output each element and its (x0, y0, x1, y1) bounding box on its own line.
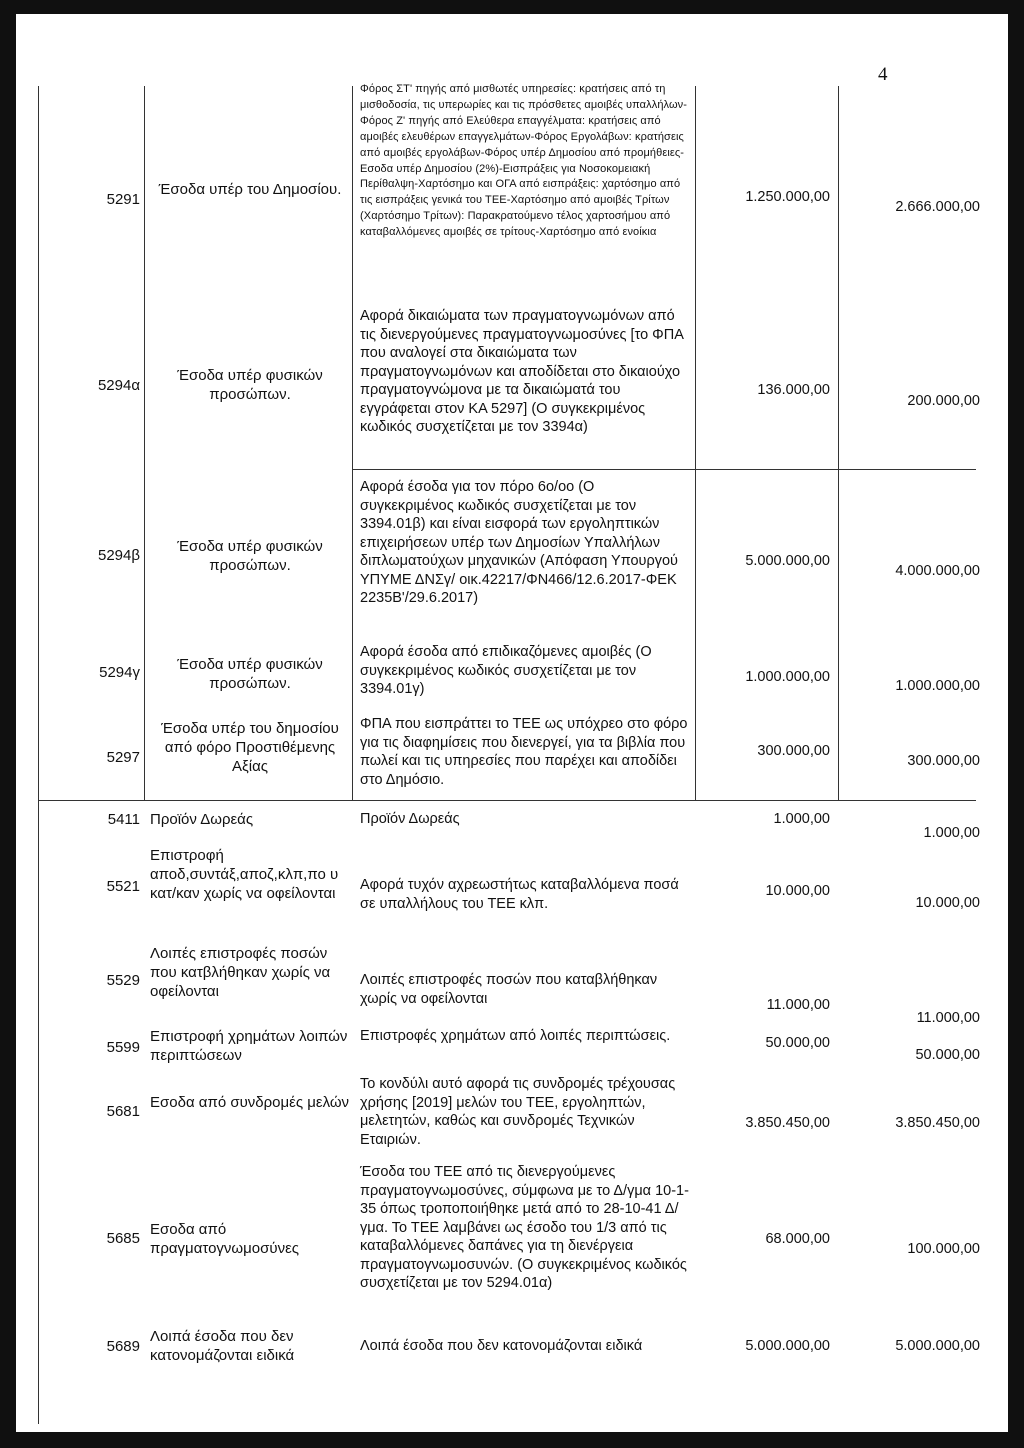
row-code: 5291 (106, 191, 140, 208)
row-title: Έσοδα υπέρ του Δημοσίου. (158, 181, 342, 198)
row-amount-2: 2.666.000,00 (895, 199, 980, 215)
row-description: Αφορά δικαιώματα των πραγματογνωμόνων από τις διενεργούμενες πραγματογνωμοσύνες [το ΦΠΑ που αναλογεί στα δικαιώματα των πραγματογνωμόνων και αποδίδεται στο δικαιούχο πραγματογνώμονα με τα δικαιώματά του εγγράφεται στον ΚΑ 5297] (Ο συγκεκριμένος κωδικός συσχετίζεται με τον 3394α) (360, 308, 684, 435)
row-code: 5294γ (99, 664, 140, 681)
row-title: Επιστροφή χρημάτων λοιπών περιπτώσεων (150, 1028, 348, 1064)
row-code: 5411 (107, 811, 140, 828)
row-divider (38, 800, 976, 801)
row-title: Λοιπές επιστροφές ποσών που κατβλήθηκαν χωρίς να οφείλονται (150, 945, 331, 1000)
row-title: Λοιπά έσοδα που δεν κατονομάζονται ειδικά (150, 1328, 295, 1364)
row-divider (352, 469, 976, 470)
row-amount-1: 300.000,00 (757, 743, 830, 759)
scan-border-left (0, 0, 16, 1448)
row-amount-2: 50.000,00 (915, 1047, 980, 1063)
row-amount-2: 10.000,00 (915, 895, 980, 911)
row-amount-1: 1.000.000,00 (745, 669, 830, 685)
scan-border-top (0, 0, 1024, 14)
row-amount-2: 200.000,00 (907, 393, 980, 409)
row-code: 5599 (106, 1039, 140, 1056)
row-amount-2: 300.000,00 (907, 753, 980, 769)
row-title: Έσοδα υπέρ του δημοσίου από φόρο Προστιθέμενης Αξίας (161, 720, 339, 775)
row-code: 5294β (98, 547, 140, 564)
table-border-left (38, 86, 39, 1424)
row-amount-2: 1.000,00 (923, 825, 980, 841)
row-description: Λοιπά έσοδα που δεν κατονομάζονται ειδικά (360, 1338, 643, 1354)
row-code: 5294α (97, 377, 140, 394)
row-description: Το κονδύλι αυτό αφορά τις συνδρομές τρέχουσας χρήσης [2019] μελών του ΤΕΕ, εργοληπτών, μελετητών, καθώς και συνδρομές Τεχνικών Εταιριών. (360, 1076, 676, 1148)
row-description: Λοιπές επιστροφές ποσών που καταβλήθηκαν χωρίς να οφείλονται (360, 972, 658, 1007)
row-title: Εσοδα από πραγματογνωμοσύνες (150, 1221, 299, 1257)
row-code: 5521 (106, 878, 140, 895)
row-title: Προϊόν Δωρεάς (150, 811, 254, 828)
row-amount-2: 4.000.000,00 (895, 563, 980, 579)
row-code: 5685 (106, 1230, 140, 1247)
row-description: Επιστροφές χρημάτων από λοιπές περιπτώσεις. (360, 1028, 671, 1044)
row-amount-1: 5.000.000,00 (745, 553, 830, 569)
page-number: 4 (878, 64, 888, 85)
row-title: Έσοδα υπέρ φυσικών προσώπων. (177, 538, 323, 574)
row-description: Αφορά έσοδα από επιδικαζόμενες αμοιβές (Ο συγκεκριμένος κωδικός συσχετίζεται με τον 3394.01γ) (360, 644, 652, 697)
row-amount-2: 5.000.000,00 (895, 1338, 980, 1354)
row-amount-1: 50.000,00 (765, 1035, 830, 1051)
row-title: Έσοδα υπέρ φυσικών προσώπων. (177, 367, 323, 403)
row-amount-2: 100.000,00 (907, 1241, 980, 1257)
table-column-divider (144, 86, 145, 800)
row-title: Επιστροφή αποδ,συντάξ,αποζ,κλπ,πο υ κατ/καν χωρίς να οφείλονται (150, 847, 339, 902)
scan-border-right (1008, 0, 1024, 1448)
row-amount-2: 1.000.000,00 (895, 678, 980, 694)
row-code: 5689 (106, 1338, 140, 1355)
row-amount-1: 10.000,00 (765, 883, 830, 899)
row-description: Προϊόν Δωρεάς (360, 811, 460, 827)
row-amount-1: 136.000,00 (757, 382, 830, 398)
scan-border-bottom (0, 1432, 1024, 1448)
row-amount-1: 3.850.450,00 (745, 1115, 830, 1131)
row-description: Αφορά τυχόν αχρεωστήτως καταβαλλόμενα ποσά σε υπαλλήλους του ΤΕΕ κλπ. (360, 877, 679, 912)
row-code: 5681 (106, 1103, 140, 1120)
row-amount-1: 5.000.000,00 (745, 1338, 830, 1354)
row-description: Φόρος ΣΤ' πηγής από μισθωτές υπηρεσίες: κρατήσεις από τη μισθοδοσία, τις υπερωρίες και τις πρόσθετες αμοιβές υπαλλήλων-Φόρος Ζ' πηγής από Ελεύθερα επαγγέλματα: κρατήσεις από αμοιβές ελευθέρων επαγγελμάτων-Φόρος Εργολάβων: κρατήσεις από αμοιβές εργολάβων-Φόρος υπέρ Δημοσίου από προμήθειες-Εσοδα υπέρ Δημοσίου (2%)-Εισπράξεις για Νοσοκομειακή Περίθαλψη-Χαρτόσημο και ΟΓΑ από εισπράξεις: χαρτόσημο από τις εισπράξεις γενικά του ΤΕΕ-Χαρτόσημο από αμοιβές Τρίτων (Χαρτόσημο Τρίτων): Παρακρατούμενο τέλος χαρτοσήμου από καταβαλλόμενες αμοιβές σε τρίτους-Χαρτόσημο από ενοίκια (360, 83, 688, 239)
row-description: Έσοδα του ΤΕΕ από τις διενεργούμενες πραγματογνωμοσύνες, σύμφωνα με το Δ/γμα 10-1-35 όπως τροποποιήθηκε μετά από το 28-10-41 Δ/γμα. Το ΤΕΕ λαμβάνει ως έσοδο του 1/3 από τις καταβαλλόμενες δαπάνες για τη διενέργεια πραγματογνωμοσυνών. (Ο συγκεκριμένος κωδικός συσχετίζεται με τον 5294.01α) (360, 1164, 689, 1291)
row-amount-2: 11.000,00 (916, 1010, 980, 1026)
row-amount-1: 11.000,00 (766, 997, 830, 1013)
row-code: 5297 (106, 749, 140, 766)
row-code: 5529 (106, 972, 140, 989)
row-amount-1: 1.250.000,00 (745, 189, 830, 205)
row-title: Εσοδα από συνδρομές μελών (150, 1094, 350, 1111)
row-amount-1: 1.000,00 (773, 811, 830, 827)
row-amount-2: 3.850.450,00 (895, 1115, 980, 1131)
row-amount-1: 68.000,00 (765, 1231, 830, 1247)
row-description: Αφορά έσοδα για τον πόρο 6ο/οο (Ο συγκεκριμένος κωδικός συσχετίζεται με τον 3394.01β) και είναι εισφορά των εργοληπτικών επιχειρήσεων υπέρ των Δημοσίων Υπαλλήλων διπλωματούχων μηχανικών (Απόφαση Υπουργού ΥΠΥΜΕ ΔΝΣγ/ οικ.42217/ΦΝ466/12.6.2017-ΦΕΚ 2235Β'/29.6.2017) (360, 479, 678, 606)
table-column-divider (352, 86, 353, 800)
row-description: ΦΠΑ που εισπράττει το ΤΕΕ ως υπόχρεο στο φόρο για τις διαφημίσεις που διενεργεί, για τα βιβλία που πωλεί και τις υπηρεσίες που παρέχει και αποδίδει στο Δημόσιο. (360, 716, 688, 788)
row-title: Έσοδα υπέρ φυσικών προσώπων. (177, 656, 323, 692)
